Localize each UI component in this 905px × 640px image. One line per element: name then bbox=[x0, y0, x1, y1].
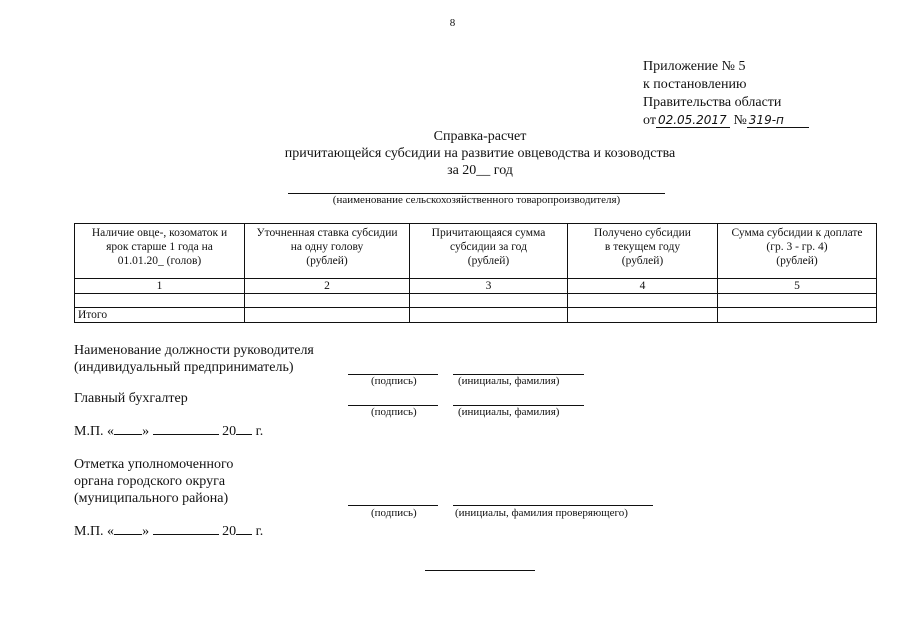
handwritten-date: 02.05.2017 bbox=[656, 113, 730, 128]
column-number-row bbox=[75, 279, 877, 294]
total-cell[interactable] bbox=[245, 308, 410, 323]
authority-label: Отметка уполномоченного органа городского округа (муниципального района) bbox=[74, 457, 234, 506]
stamp-date-line: М.П. « » 20 г. bbox=[74, 424, 264, 439]
title-line-3: за 20__ год bbox=[447, 163, 513, 178]
appendix-title: Приложение № 5 bbox=[643, 59, 746, 74]
month-blank[interactable] bbox=[153, 422, 219, 435]
data-row[interactable] bbox=[75, 294, 877, 308]
total-cell[interactable] bbox=[568, 308, 718, 323]
month-blank[interactable] bbox=[153, 522, 219, 535]
table-header-row bbox=[75, 224, 877, 279]
header-cell: Уточненная ставка субсидии на одну голову (рублей) bbox=[245, 224, 410, 279]
year-blank[interactable] bbox=[236, 422, 252, 435]
page-number: 8 bbox=[449, 17, 456, 29]
year-blank[interactable] bbox=[236, 522, 252, 535]
header-cell: Получено субсидии в текущем году (рублей) bbox=[568, 224, 718, 279]
head-position-label: Наименование должности руководителя (индивидуальный предприниматель) bbox=[74, 343, 314, 375]
head-signature-caption: (подпись) bbox=[371, 375, 417, 387]
number-prefix: № bbox=[733, 113, 747, 128]
checker-initials-line[interactable] bbox=[453, 505, 653, 506]
checker-signature-line[interactable] bbox=[348, 505, 438, 506]
column-number: 1 bbox=[75, 279, 245, 294]
total-label: Итого bbox=[75, 308, 245, 323]
data-cell[interactable] bbox=[245, 294, 410, 308]
appendix-block bbox=[643, 58, 809, 130]
total-row bbox=[75, 308, 877, 323]
producer-caption: (наименование сельскохозяйственного товаропроизводителя) bbox=[332, 194, 621, 206]
column-number: 3 bbox=[410, 279, 568, 294]
appendix-resolution: к постановлению bbox=[643, 77, 747, 92]
data-cell[interactable] bbox=[718, 294, 877, 308]
column-number: 5 bbox=[718, 279, 877, 294]
accountant-initials-caption: (инициалы, фамилия) bbox=[458, 406, 560, 418]
accountant-label: Главный бухгалтер bbox=[74, 391, 188, 406]
header-cell: Причитающаяся сумма субсидии за год (рублей) bbox=[410, 224, 568, 279]
handwritten-number: 319-п bbox=[747, 113, 809, 128]
checker-initials-caption: (инициалы, фамилия проверяющего) bbox=[455, 507, 628, 519]
data-cell[interactable] bbox=[410, 294, 568, 308]
checker-signature-caption: (подпись) bbox=[371, 507, 417, 519]
date-prefix: от bbox=[643, 113, 656, 128]
footer-divider bbox=[425, 570, 535, 571]
document-title bbox=[0, 128, 905, 179]
title-line-2: причитающейся субсидии на развитие овцеводства и козоводства bbox=[284, 146, 676, 161]
appendix-government: Правительства области bbox=[643, 95, 782, 110]
total-cell[interactable] bbox=[718, 308, 877, 323]
day-blank[interactable] bbox=[114, 522, 142, 535]
subsidy-table bbox=[74, 223, 877, 323]
data-cell[interactable] bbox=[75, 294, 245, 308]
total-cell[interactable] bbox=[410, 308, 568, 323]
head-initials-caption: (инициалы, фамилия) bbox=[458, 375, 560, 387]
accountant-signature-caption: (подпись) bbox=[371, 406, 417, 418]
data-cell[interactable] bbox=[568, 294, 718, 308]
header-cell: Сумма субсидии к доплате (гр. 3 - гр. 4) (рублей) bbox=[718, 224, 877, 279]
day-blank[interactable] bbox=[114, 422, 142, 435]
column-number: 4 bbox=[568, 279, 718, 294]
column-number: 2 bbox=[245, 279, 410, 294]
header-cell: Наличие овце-, козоматок и ярок старше 1 года на 01.01.20_ (голов) bbox=[75, 224, 245, 279]
title-line-1: Справка-расчет bbox=[433, 129, 527, 144]
stamp-date-line-2: М.П. « » 20 г. bbox=[74, 524, 264, 539]
